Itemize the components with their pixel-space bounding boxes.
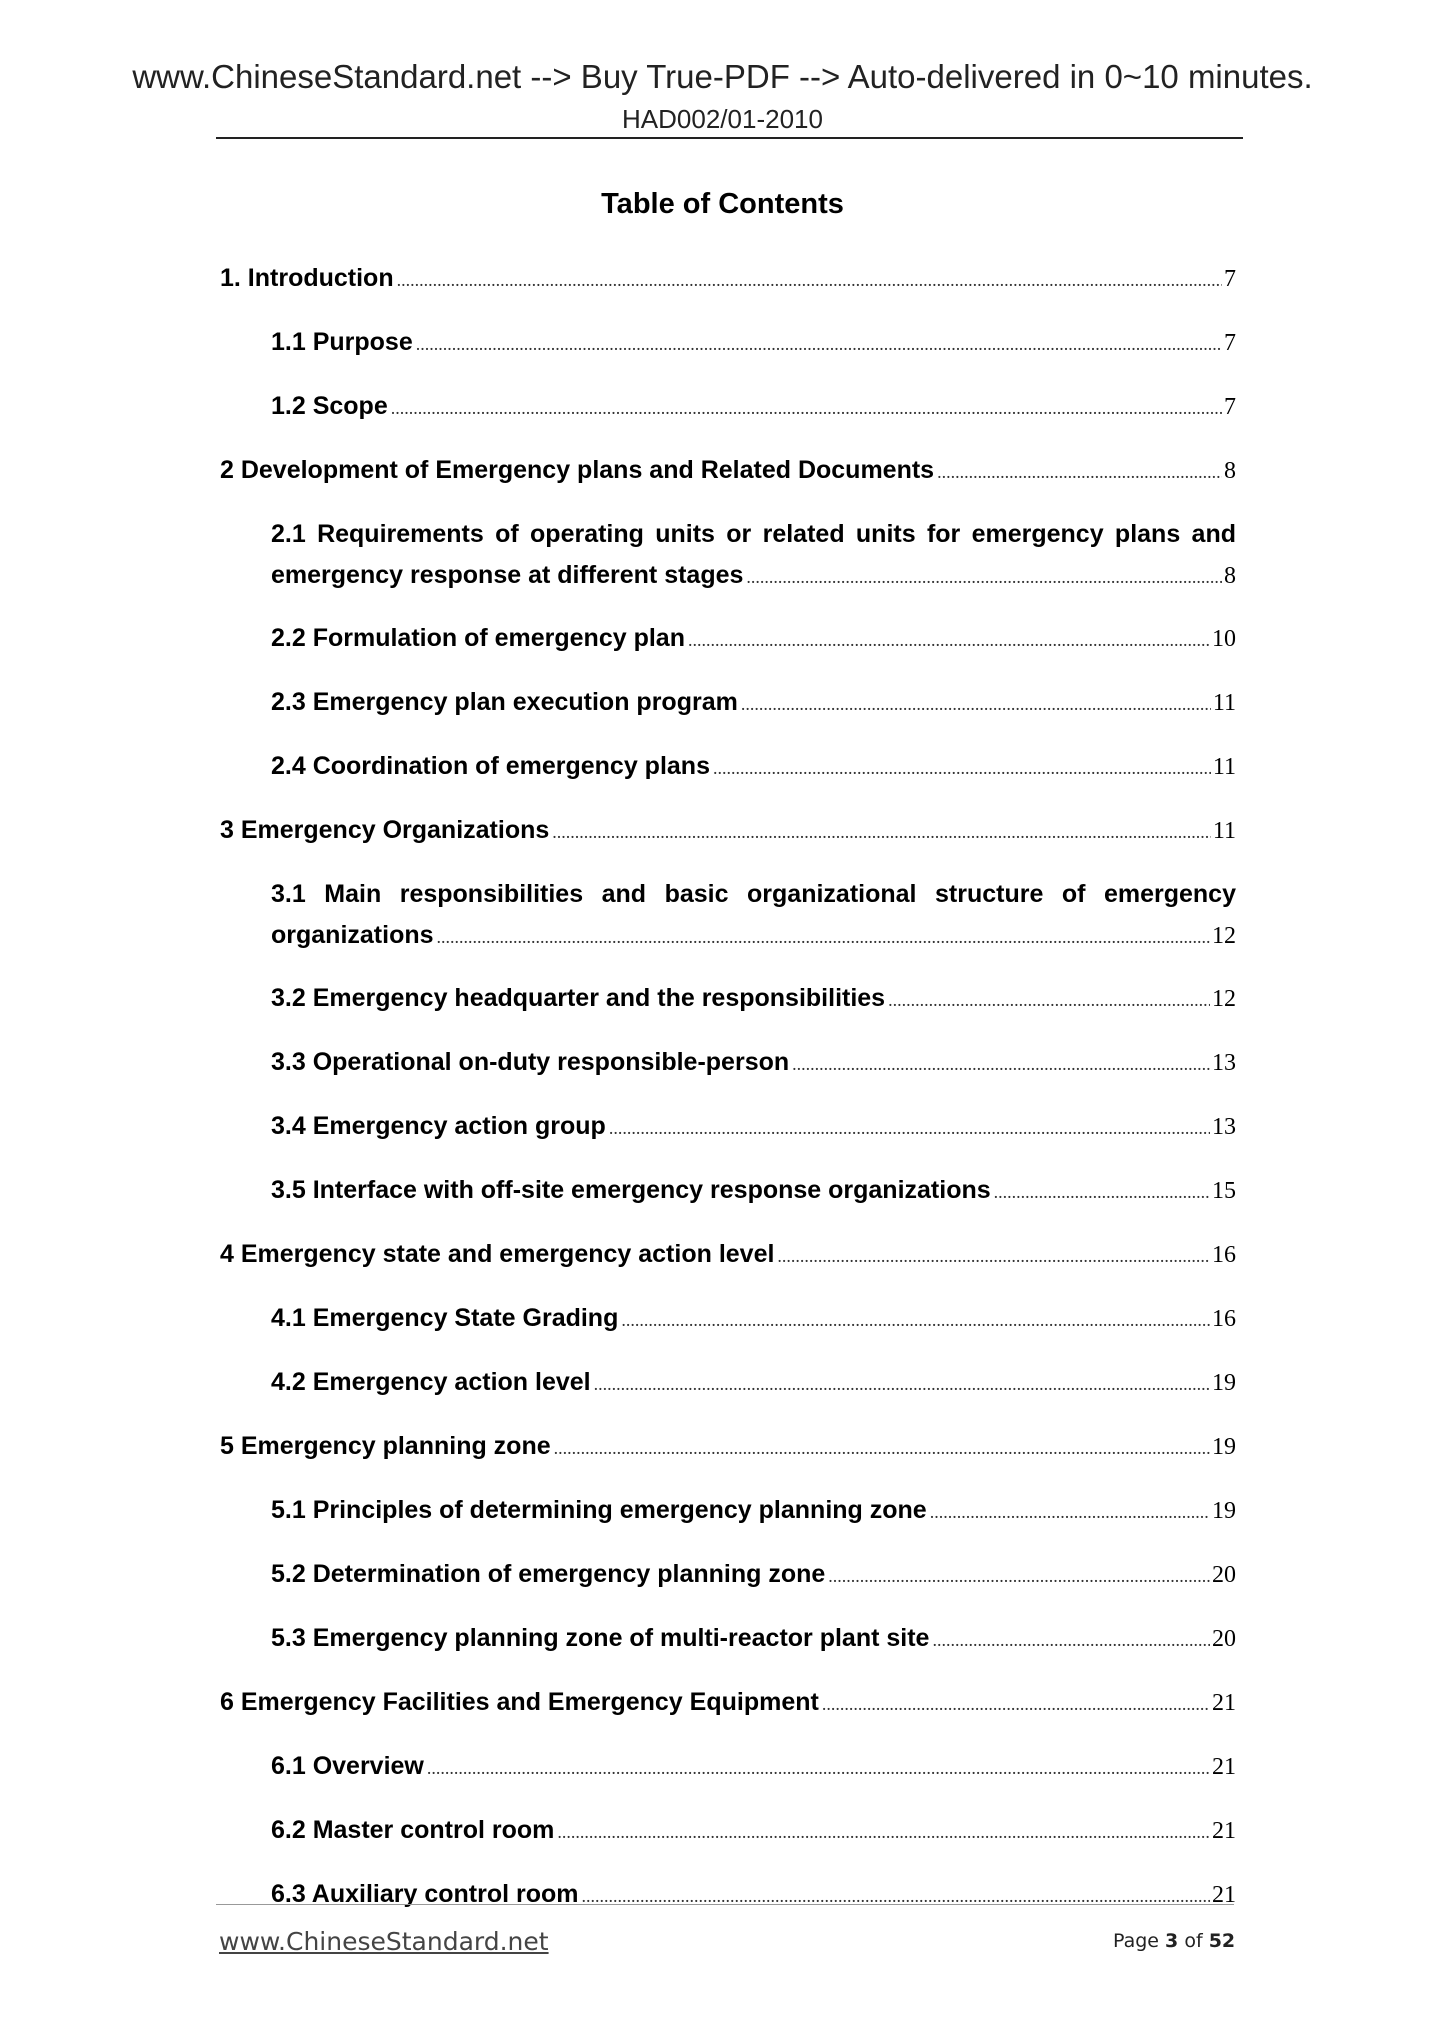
toc-page-number: 19 [1212, 1370, 1236, 1396]
toc-page-number: 10 [1212, 626, 1236, 652]
toc-entry-text: 2.4 Coordination of emergency plans [271, 752, 710, 780]
toc-entry-text: 3 Emergency Organizations [220, 816, 550, 844]
toc-page-number: 20 [1212, 1562, 1236, 1588]
toc-entry[interactable] [220, 450, 1236, 493]
footer-rule [216, 1904, 1234, 1905]
toc-leader [777, 1236, 1210, 1277]
toc-leader [609, 1108, 1210, 1149]
toc-entry-text: 6.2 Master control room [271, 1816, 555, 1844]
page-word: Page [1113, 1930, 1159, 1952]
toc-page-number: 21 [1212, 1690, 1236, 1716]
toc-entry[interactable] [271, 746, 1236, 789]
toc-leader [557, 1812, 1210, 1853]
toc-entry-text: 5.1 Principles of determining emergency planning zone [271, 1496, 927, 1524]
page-indicator [1113, 1930, 1235, 1952]
header-banner: www.ChineseStandard.net --> Buy True-PDF --> Auto-delivered in 0~10 minutes. [132, 58, 1313, 95]
toc-entry[interactable] [271, 1106, 1236, 1149]
toc-entry[interactable] [220, 1234, 1236, 1277]
toc-page-number: 12 [1212, 923, 1236, 949]
toc-entry-text: 3.2 Emergency headquarter and the responsibilities [271, 984, 886, 1012]
toc-entry-text: 2.3 Emergency plan execution program [271, 688, 738, 716]
toc-entry[interactable] [271, 514, 1236, 598]
toc-page-number: 8 [1224, 563, 1236, 589]
toc-leader [792, 1044, 1210, 1085]
table-of-contents [220, 258, 1236, 1917]
toc-page-number: 11 [1212, 754, 1236, 780]
toc-entry-text: 1. Introduction [220, 264, 394, 292]
toc-entry[interactable] [271, 618, 1236, 661]
toc-page-number: 21 [1212, 1882, 1236, 1908]
toc-title: Table of Contents [601, 188, 844, 220]
toc-page-number: 7 [1224, 266, 1236, 292]
toc-entry[interactable] [271, 1490, 1236, 1533]
toc-entry-text: 6.1 Overview [271, 1752, 424, 1780]
toc-entry[interactable] [220, 1682, 1236, 1725]
toc-entry-text: 4.2 Emergency action level [271, 1368, 591, 1396]
document-number: HAD002/01-2010 [622, 104, 823, 134]
toc-leader [994, 1172, 1210, 1213]
toc-entry-text: 6 Emergency Facilities and Emergency Equipment [220, 1688, 819, 1716]
toc-leader [397, 260, 1222, 301]
toc-page-number: 16 [1212, 1242, 1236, 1268]
toc-page-number: 15 [1212, 1178, 1236, 1204]
toc-entry-text: 3.5 Interface with off-site emergency response organizations [271, 1176, 991, 1204]
toc-page-number: 8 [1224, 458, 1236, 484]
toc-page-number: 13 [1212, 1114, 1236, 1140]
footer-site-link[interactable]: www.ChineseStandard.net [219, 1927, 549, 1956]
toc-leader [554, 1428, 1210, 1469]
toc-leader [552, 812, 1211, 853]
toc-leader [391, 388, 1222, 429]
toc-entry[interactable] [271, 1362, 1236, 1405]
toc-page-number: 7 [1224, 394, 1236, 420]
toc-page-number: 16 [1212, 1306, 1236, 1332]
toc-page-number: 12 [1212, 986, 1236, 1012]
toc-entry[interactable] [220, 810, 1236, 853]
toc-leader [888, 980, 1210, 1021]
toc-page-number: 13 [1212, 1050, 1236, 1076]
toc-entry-text: 5.2 Determination of emergency planning zone [271, 1560, 826, 1588]
header-rule [216, 137, 1243, 139]
toc-page-number: 21 [1212, 1754, 1236, 1780]
toc-entry[interactable] [271, 1874, 1236, 1917]
toc-entry-text: 3.4 Emergency action group [271, 1112, 606, 1140]
toc-leader [621, 1300, 1210, 1341]
toc-entry[interactable] [271, 386, 1236, 429]
toc-entry-text: 2 Development of Emergency plans and Related Documents [220, 456, 935, 484]
toc-page-number: 19 [1212, 1434, 1236, 1460]
toc-entry-text: 2.2 Formulation of emergency plan [271, 624, 685, 652]
toc-entry[interactable] [271, 1746, 1236, 1789]
toc-entry-text: 4 Emergency state and emergency action level [220, 1240, 775, 1268]
toc-entry-text: 3.3 Operational on-duty responsible-person [271, 1048, 790, 1076]
toc-leader [437, 917, 1210, 958]
toc-leader [930, 1492, 1210, 1533]
toc-page-number: 19 [1212, 1498, 1236, 1524]
toc-entry-text: 5 Emergency planning zone [220, 1432, 551, 1460]
toc-leader [427, 1748, 1210, 1789]
toc-leader [932, 1620, 1210, 1661]
toc-entry[interactable] [271, 1042, 1236, 1085]
toc-entry-text: 3.1 Main responsibilities and basic organizational structure of emergency [271, 880, 1236, 908]
toc-entry-text: 4.1 Emergency State Grading [271, 1304, 619, 1332]
toc-page-number: 21 [1212, 1818, 1236, 1844]
toc-entry-text: 6.3 Auxiliary control room [271, 1880, 579, 1908]
toc-leader [937, 452, 1222, 493]
toc-entry-text: 1.2 Scope [271, 392, 388, 420]
toc-leader [688, 620, 1210, 661]
toc-entry[interactable] [271, 1618, 1236, 1661]
toc-leader [581, 1876, 1210, 1917]
page-of: of [1184, 1930, 1203, 1952]
toc-entry-text: 1.1 Purpose [271, 328, 413, 356]
toc-entry[interactable] [271, 1554, 1236, 1597]
toc-leader [741, 684, 1211, 725]
toc-page-number: 7 [1224, 330, 1236, 356]
toc-page-number: 11 [1212, 818, 1236, 844]
toc-page-number: 20 [1212, 1626, 1236, 1652]
toc-entry[interactable] [271, 322, 1236, 365]
toc-leader [713, 748, 1211, 789]
toc-entry-text: emergency response at different stages [271, 561, 744, 589]
toc-entry-text: organizations [271, 921, 434, 949]
toc-leader [594, 1364, 1210, 1405]
toc-entry[interactable] [271, 1298, 1236, 1341]
toc-entry-text: 5.3 Emergency planning zone of multi-reactor plant site [271, 1624, 930, 1652]
toc-leader [746, 557, 1222, 598]
page-current: 3 [1165, 1930, 1179, 1952]
toc-leader [416, 324, 1222, 365]
toc-entry[interactable] [220, 258, 1236, 301]
toc-leader [828, 1556, 1210, 1597]
toc-entry[interactable] [271, 1170, 1236, 1213]
toc-entry[interactable] [271, 978, 1236, 1021]
toc-entry[interactable] [271, 874, 1236, 958]
toc-entry-text: 2.1 Requirements of operating units or related units for emergency plans and [271, 520, 1236, 548]
toc-leader [822, 1684, 1210, 1725]
toc-entry[interactable] [220, 1426, 1236, 1469]
toc-entry[interactable] [271, 1810, 1236, 1853]
page-total: 52 [1208, 1930, 1236, 1952]
toc-page-number: 11 [1212, 690, 1236, 716]
toc-entry[interactable] [271, 682, 1236, 725]
